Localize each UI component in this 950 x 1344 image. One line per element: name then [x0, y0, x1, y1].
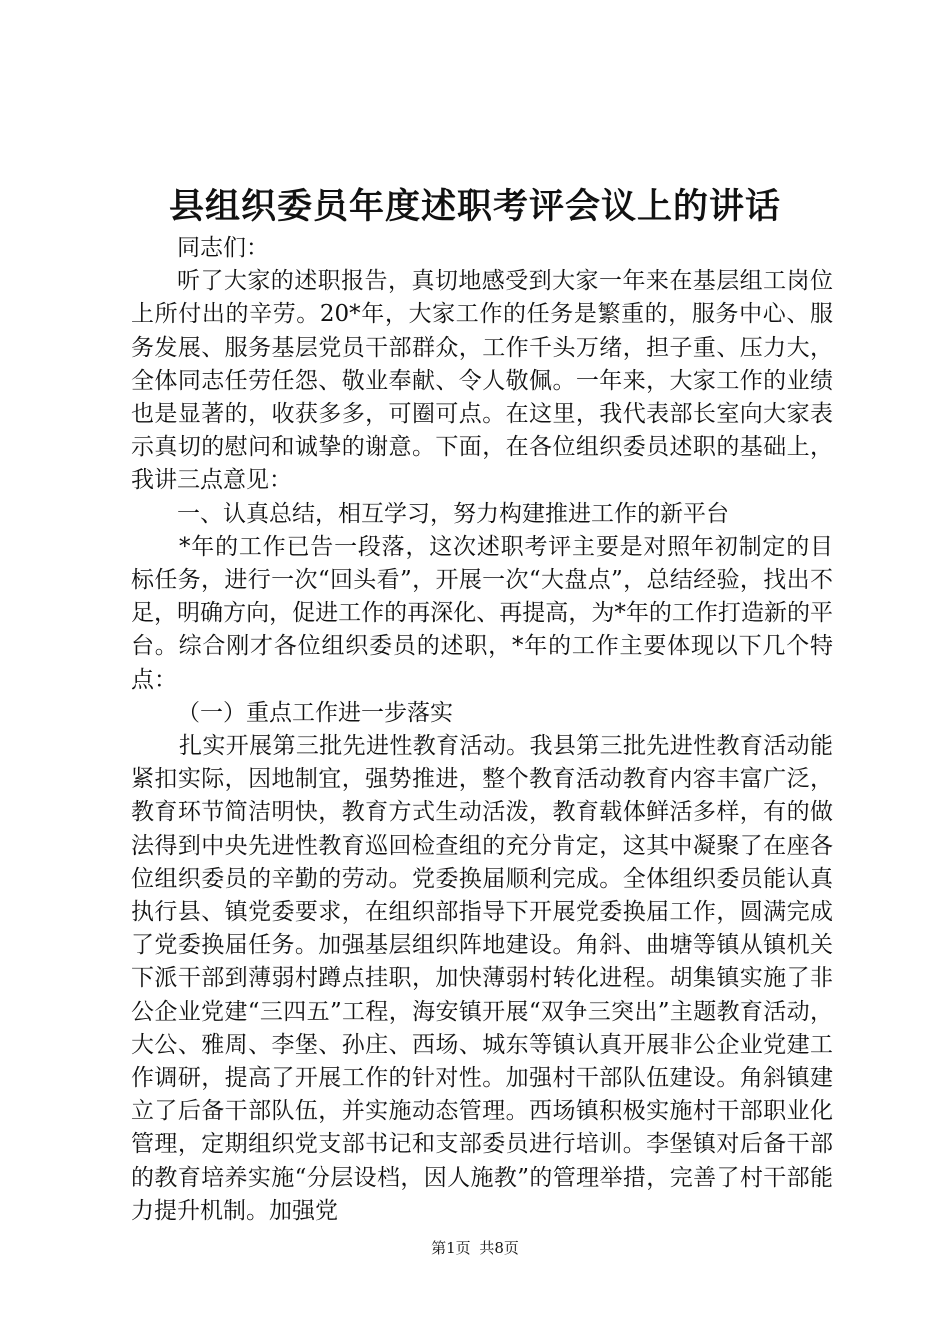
page-total: 共8页 — [479, 1239, 519, 1257]
body-paragraph: *年的工作已告一段落，这次述职考评主要是对照年初制定的目标任务，进行一次“回头看”，开展一次“大盘点”，总结经验，找出不足，明确方向，促进工作的再深化、再提高，为*年的工作打造新的平台。综合刚才各位组织委员的述职，*年的工作主要体现以下几个特点： — [131, 533, 833, 693]
salutation: 同志们： — [177, 235, 269, 261]
page-footer — [0, 1238, 950, 1258]
body-paragraph: 听了大家的述职报告，真切地感受到大家一年来在基层组工岗位上所付出的辛劳。20*年，大家工作的任务是繁重的，服务中心、服务发展、服务基层党员干部群众，工作千头万绪，担子重、压力大，全体同志任劳任怨、敬业奉献、令人敬佩。一年来，大家工作的业绩也是显著的，收获多多，可圈可点。在这里，我代表部长室向大家表示真切的慰问和诚挚的谢意。下面，在各位组织委员述职的基础上，我讲三点意见： — [131, 268, 833, 494]
section-heading: 一、认真总结，相互学习，努力构建推进工作的新平台 — [177, 500, 729, 527]
document-body — [131, 232, 833, 1228]
document-title: 县组织委员年度述职考评会议上的讲话 — [168, 186, 781, 227]
body-paragraph: 扎实开展第三批先进性教育活动。我县第三批先进性教育活动能紧扣实际，因地制宜，强势推进，整个教育活动教育内容丰富广泛，教育环节简洁明快，教育方式生动活泼，教育载体鲜活多样，有的做法得到中央先进性教育巡回检查组的充分肯定，这其中凝聚了在座各位组织委员的辛勤的劳动。党委换届顺利完成。全体组织委员能认真执行县、镇党委要求，在组织部指导下开展党委换届工作，圆满完成了党委换届任务。加强基层组织阵地建设。角斜、曲塘等镇从镇机关下派干部到薄弱村蹲点挂职，加快薄弱村转化进程。胡集镇实施了非公企业党建“三四五”工程，海安镇开展“双争三突出”主题教育活动，大公、雅周、李堡、孙庄、西场、城东等镇认真开展非公企业党建工作调研，提高了开展工作的针对性。加强村干部队伍建设。角斜镇建立了后备干部队伍，并实施动态管理。西场镇积极实施村干部职业化管理，定期组织党支部书记和支部委员进行培训。李堡镇对后备干部的教育培养实施“分层设档，因人施教”的管理举措，完善了村干部能力提升机制。加强党 — [131, 733, 833, 1224]
subsection-heading: （一）重点工作进一步落实 — [177, 699, 453, 726]
page-number: 第1页 — [431, 1239, 471, 1257]
